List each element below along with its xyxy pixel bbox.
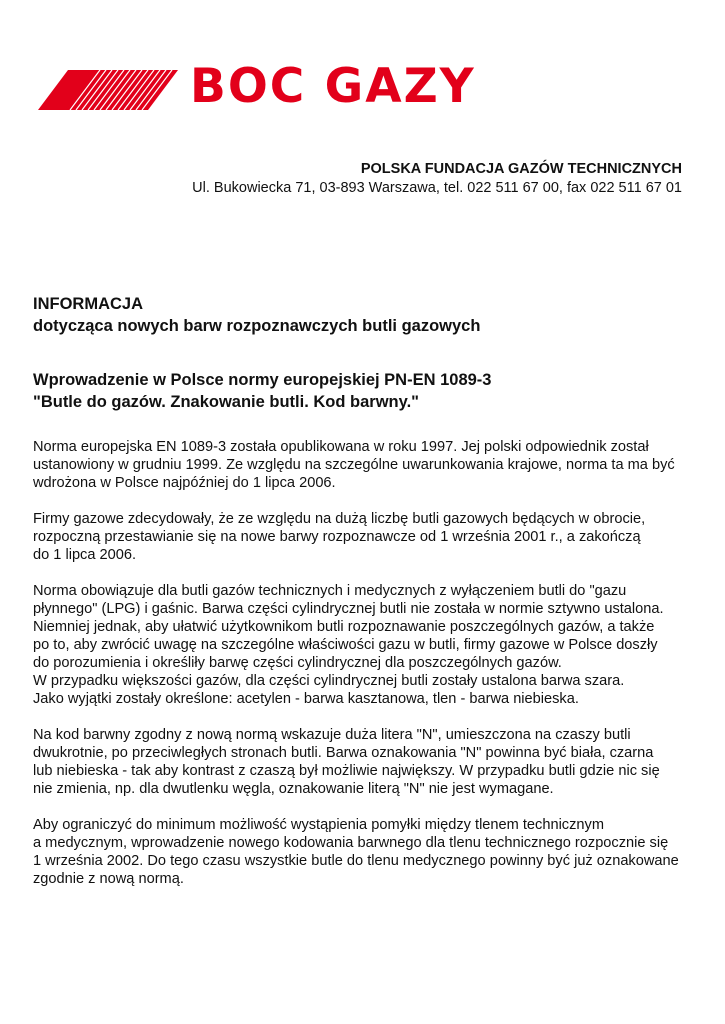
document-body <box>33 438 693 906</box>
organization-name: POLSKA FUNDACJA GAZÓW TECHNICZNYCH <box>360 161 682 177</box>
paragraph-line: wdrożona w Polsce najpóźniej do 1 lipca 2006. <box>33 475 336 491</box>
paragraph-line: Niemniej jednak, aby ułatwić użytkownikom butli rozpoznawanie poszczególnych gazów, a także <box>33 619 655 635</box>
paragraph-line: zgodnie z nową normą. <box>33 871 184 887</box>
paragraph-line: ustanowiony w grudniu 1999. Ze względu na szczególne uwarunkowania krajowe, norma ta ma być <box>33 457 675 473</box>
paragraph-line: 1 września 2002. Do tego czasu wszystkie butle do tlenu medycznego powinny być już oznakowane <box>33 853 679 869</box>
subtitle-line-1: Wprowadzenie w Polsce normy europejskiej PN-EN 1089-3 <box>33 371 492 389</box>
paragraph-line: nie zmienia, np. dla dwutlenku węgla, oznakowanie literą "N" nie jest wymagane. <box>33 781 554 797</box>
paragraph-3 <box>33 582 693 708</box>
brand-name: BOC GAZY <box>190 59 476 114</box>
paragraph-line: dwukrotnie, po przeciwległych stronach butli. Barwa oznakowania "N" powinna być biała, czarna <box>33 745 654 761</box>
paragraph-line: Jako wyjątki zostały określone: acetylen - barwa kasztanowa, tlen - barwa niebieska. <box>33 691 579 707</box>
paragraph-line: do 1 lipca 2006. <box>33 547 137 563</box>
stripes-logo-icon <box>38 70 178 110</box>
paragraph-line: Firmy gazowe zdecydowały, że ze względu na dużą liczbę butli gazowych będących w obrocie, <box>33 511 646 527</box>
paragraph-line: rozpoczną przestawianie się na nowe barwy rozpoznawcze od 1 września 2001 r., a zakończą <box>33 529 641 545</box>
paragraph-5 <box>33 816 693 888</box>
document-subtitle <box>33 369 693 413</box>
title-line-1: INFORMACJA <box>33 295 143 313</box>
title-line-2: dotycząca nowych barw rozpoznawczych butli gazowych <box>33 317 481 335</box>
paragraph-line: Na kod barwny zgodny z nową normą wskazuje duża litera "N", umieszczona na czaszy butli <box>33 727 631 743</box>
brand-logo <box>38 59 476 114</box>
paragraph-line: płynnego" (LPG) i gaśnic. Barwa części cylindrycznej butli nie została w normie sztywno ustalona. <box>33 601 664 617</box>
paragraph-line: W przypadku większości gazów, dla części cylindrycznej butli zostały ustalona barwa szara. <box>33 673 625 689</box>
paragraph-line: Norma europejska EN 1089-3 została opublikowana w roku 1997. Jej polski odpowiednik został <box>33 439 649 455</box>
paragraph-line: Aby ograniczyć do minimum możliwość wystąpienia pomyłki między tlenem technicznym <box>33 817 604 833</box>
paragraph-1 <box>33 438 693 492</box>
paragraph-line: lub niebieska - tak aby kontrast z czaszą był możliwie największy. W przypadku butli gdzie nic się <box>33 763 660 779</box>
document-title <box>33 293 693 337</box>
organization-address: Ul. Bukowiecka 71, 03-893 Warszawa, tel. 022 511 67 00, fax 022 511 67 01 <box>192 180 682 196</box>
paragraph-line: do porozumienia i określiły barwę części cylindrycznej dla poszczególnych gazów. <box>33 655 562 671</box>
paragraph-2 <box>33 510 693 564</box>
paragraph-line: po to, aby zwrócić uwagę na szczególne właściwości gazu w butli, firmy gazowe w Polsce doszły <box>33 637 658 653</box>
paragraph-line: Norma obowiązuje dla butli gazów technicznych i medycznych z wyłączeniem butli do "gazu <box>33 583 627 599</box>
subtitle-line-2: "Butle do gazów. Znakowanie butli. Kod barwny." <box>33 393 419 411</box>
paragraph-line: a medycznym, wprowadzenie nowego kodowania barwnego dla tlenu technicznego rozpocznie się <box>33 835 669 851</box>
letterhead-address <box>192 160 682 198</box>
paragraph-4 <box>33 726 693 798</box>
